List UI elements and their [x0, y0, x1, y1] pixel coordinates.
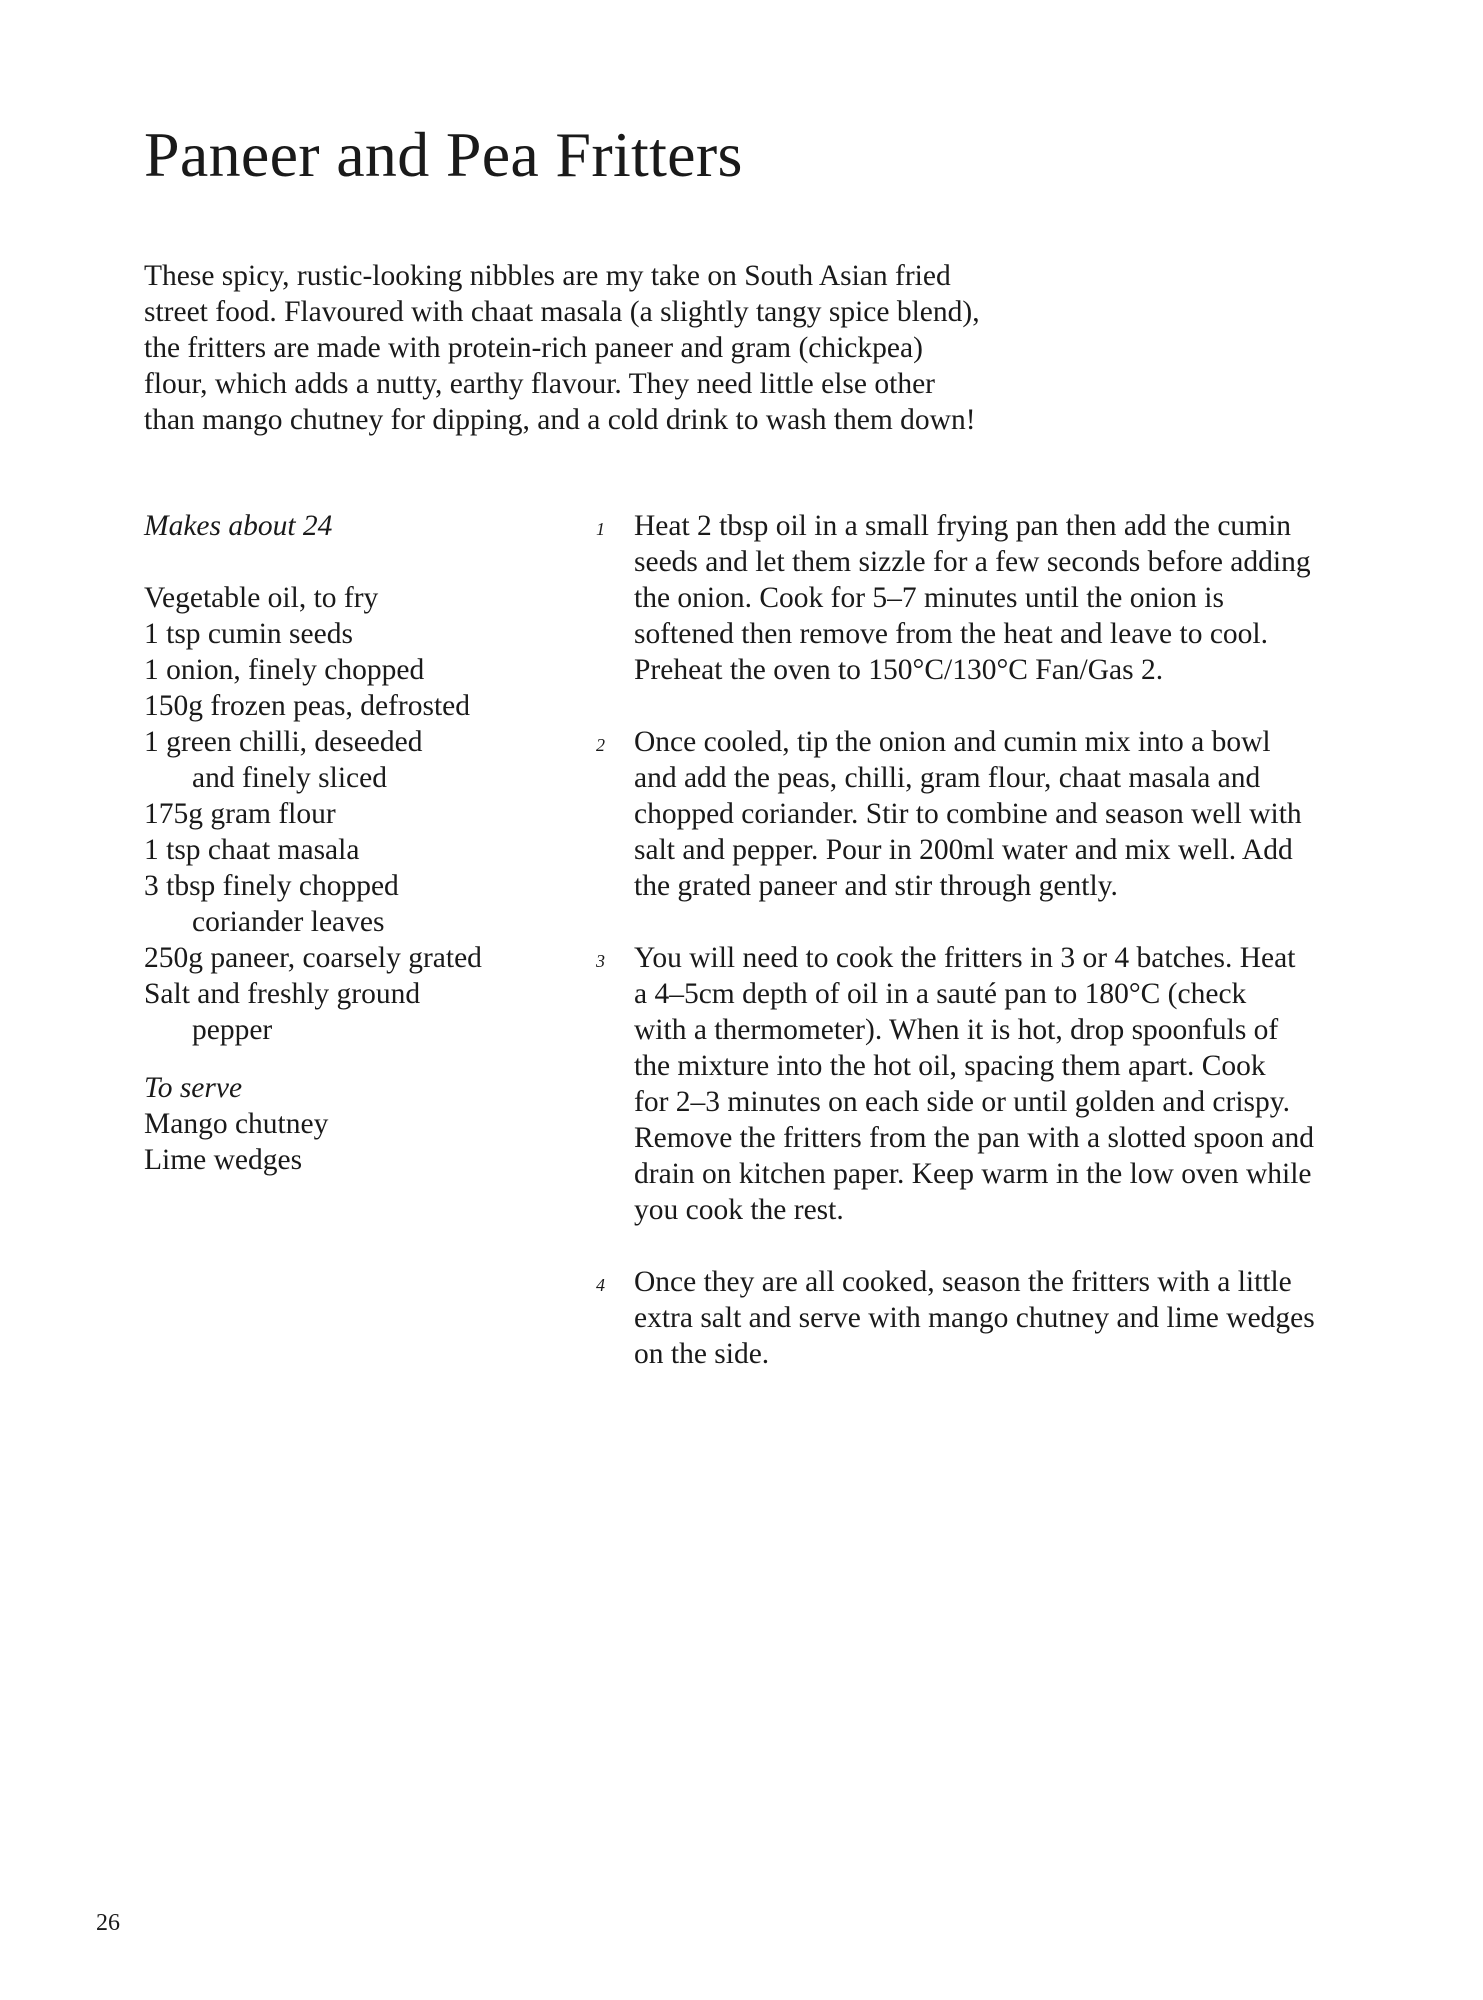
serve-line: Lime wedges: [144, 1144, 303, 1176]
step-line: Heat 2 tbsp oil in a small frying pan then add the cumin: [634, 510, 1292, 542]
ingredient-line: 1 green chilli, deseeded: [144, 726, 423, 758]
serve-heading: To serve: [144, 1072, 243, 1104]
step-line: softened then remove from the heat and leave to cool.: [634, 618, 1269, 650]
yield-label: Makes about 24: [144, 510, 333, 542]
step-number: 2: [596, 735, 605, 755]
ingredient-item: [144, 724, 564, 796]
step-number: 4: [596, 1275, 605, 1295]
ingredient-line-continued: pepper: [192, 1014, 273, 1046]
ingredient-item: [144, 796, 564, 832]
step-line: the mixture into the hot oil, spacing them apart. Cook: [634, 1050, 1266, 1082]
ingredient-line-continued: and finely sliced: [192, 762, 387, 794]
ingredient-line: Salt and freshly ground: [144, 978, 421, 1010]
ingredient-line: Vegetable oil, to fry: [144, 582, 379, 614]
step-line: and add the peas, chilli, gram flour, chaat masala and: [634, 762, 1261, 794]
ingredient-line: 1 tsp chaat masala: [144, 834, 360, 866]
ingredient-line: 250g paneer, coarsely grated: [144, 942, 482, 974]
ingredient-item: [144, 688, 564, 724]
step-line: with a thermometer). When it is hot, drop spoonfuls of: [634, 1014, 1279, 1046]
step-number: 3: [596, 951, 605, 971]
intro-line: street food. Flavoured with chaat masala (a slightly tangy spice blend),: [144, 296, 980, 328]
step-line: you cook the rest.: [634, 1194, 844, 1226]
ingredient-list: [144, 580, 564, 1048]
serve-item: [144, 1106, 564, 1142]
step-line: for 2–3 minutes on each side or until golden and crispy.: [634, 1086, 1290, 1118]
step-line: a 4–5cm depth of oil in a sauté pan to 180°C (check: [634, 978, 1247, 1010]
intro-paragraph: [144, 258, 1144, 438]
step-line: extra salt and serve with mango chutney and lime wedges: [634, 1302, 1315, 1334]
page-title: Paneer and Pea Fritters: [144, 119, 743, 190]
intro-line: the fritters are made with protein-rich paneer and gram (chickpea): [144, 332, 923, 364]
step-line: seeds and let them sizzle for a few seconds before adding: [634, 546, 1311, 578]
ingredient-item: [144, 940, 564, 976]
intro-line: These spicy, rustic-looking nibbles are my take on South Asian fried: [144, 260, 951, 292]
step-line: You will need to cook the fritters in 3 or 4 batches. Heat: [634, 942, 1296, 974]
serve-item: [144, 1142, 564, 1178]
ingredient-line-continued: coriander leaves: [192, 906, 385, 938]
serve-line: Mango chutney: [144, 1108, 329, 1140]
step-line: chopped coriander. Stir to combine and season well with: [634, 798, 1302, 830]
step-line: on the side.: [634, 1338, 770, 1370]
ingredients-column: [144, 508, 564, 1178]
method-step: [596, 508, 1396, 688]
step-line: salt and pepper. Pour in 200ml water and mix well. Add: [634, 834, 1293, 866]
ingredient-item: [144, 616, 564, 652]
method-step: [596, 940, 1396, 1228]
step-line: Preheat the oven to 150°C/130°C Fan/Gas 2.: [634, 654, 1164, 686]
step-line: Once they are all cooked, season the fritters with a little: [634, 1266, 1292, 1298]
method-step: [596, 724, 1396, 904]
step-number: 1: [596, 519, 605, 539]
method-steps: [596, 508, 1396, 1408]
step-line: the onion. Cook for 5–7 minutes until the onion is: [634, 582, 1224, 614]
method-step: [596, 1264, 1396, 1372]
ingredient-line: 175g gram flour: [144, 798, 336, 830]
page-number: 26: [96, 1910, 120, 1936]
ingredient-item: [144, 868, 564, 940]
ingredient-item: [144, 580, 564, 616]
ingredient-item: [144, 976, 564, 1048]
ingredient-item: [144, 652, 564, 688]
step-line: Once cooled, tip the onion and cumin mix into a bowl: [634, 726, 1271, 758]
serve-list: [144, 1106, 564, 1178]
intro-line: flour, which adds a nutty, earthy flavour. They need little else other: [144, 368, 935, 400]
ingredient-item: [144, 832, 564, 868]
ingredient-line: 150g frozen peas, defrosted: [144, 690, 471, 722]
ingredient-line: 1 onion, finely chopped: [144, 654, 425, 686]
ingredient-line: 1 tsp cumin seeds: [144, 618, 353, 650]
step-line: the grated paneer and stir through gently.: [634, 870, 1118, 902]
ingredient-line: 3 tbsp finely chopped: [144, 870, 399, 902]
intro-line: than mango chutney for dipping, and a cold drink to wash them down!: [144, 404, 976, 436]
step-line: Remove the fritters from the pan with a slotted spoon and: [634, 1122, 1314, 1154]
step-line: drain on kitchen paper. Keep warm in the low oven while: [634, 1158, 1312, 1190]
